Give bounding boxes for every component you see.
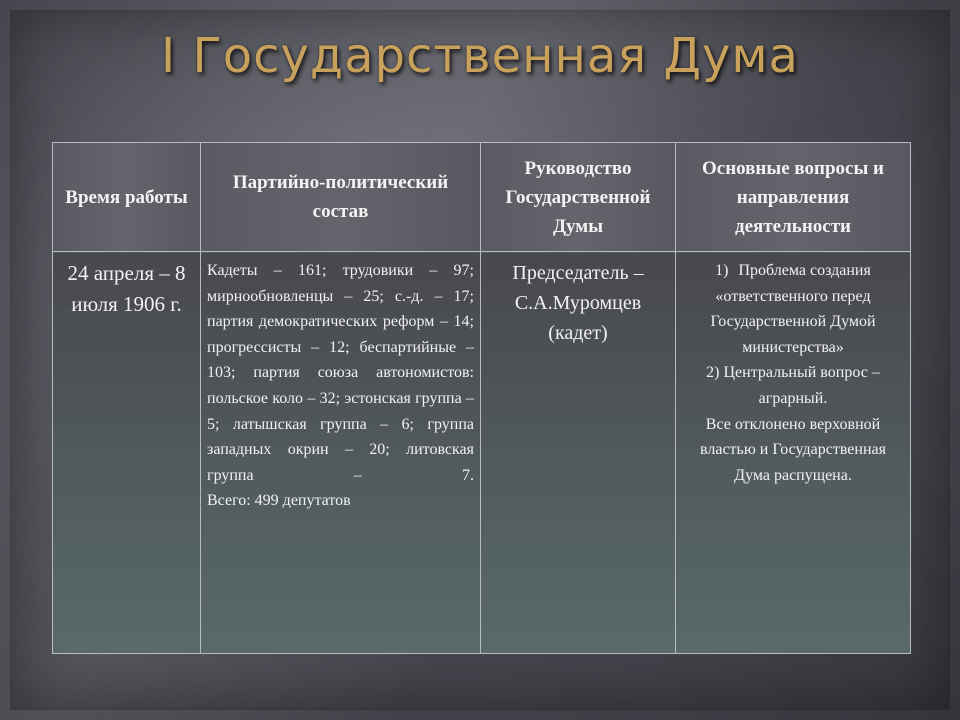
cell-leadership — [481, 252, 676, 654]
header-issues: Основные вопросы и направления деятельности — [676, 143, 911, 252]
table-header-row — [53, 143, 911, 252]
issue-3: Все отклонено верховной властью и Государственная Дума распущена. — [700, 415, 886, 484]
table-row — [53, 252, 911, 654]
cell-issues — [676, 252, 911, 654]
issue-1-text: Проблема создания «ответственного перед Государственной Думой министерства» — [710, 262, 876, 356]
slide-title: I Государственная Дума — [161, 28, 799, 84]
period-text: 24 апреля – 8 июля 1906 г. — [67, 261, 186, 316]
header-leadership: Руководство Государственной Думы — [481, 143, 676, 252]
duma-table — [52, 142, 911, 654]
header-period: Время работы — [53, 143, 201, 252]
cell-period — [53, 252, 201, 654]
issue-1 — [682, 258, 904, 360]
total-deputies: Всего: 499 депутатов — [207, 492, 351, 510]
issue-1-number: 1) — [715, 262, 729, 279]
parties-text: Кадеты – 161; трудовики – 97; мирнообновленцы – 25; с.-д. – 17; партия демократических реформ – 14; прогрессисты – 12; беспартийные – 103; партия союза автономистов: польское коло – 32; эстонская группа – 5; латышская группа – 6; группа западных окрин – 20; литовская группа – 7. — [207, 262, 474, 484]
cell-parties — [201, 252, 481, 654]
header-parties: Партийно-политический состав — [201, 143, 481, 252]
chairman-text: Председатель – С.А.Муромцев (кадет) — [512, 262, 644, 344]
issue-2: 2) Центральный вопрос – аграрный. — [706, 364, 880, 407]
